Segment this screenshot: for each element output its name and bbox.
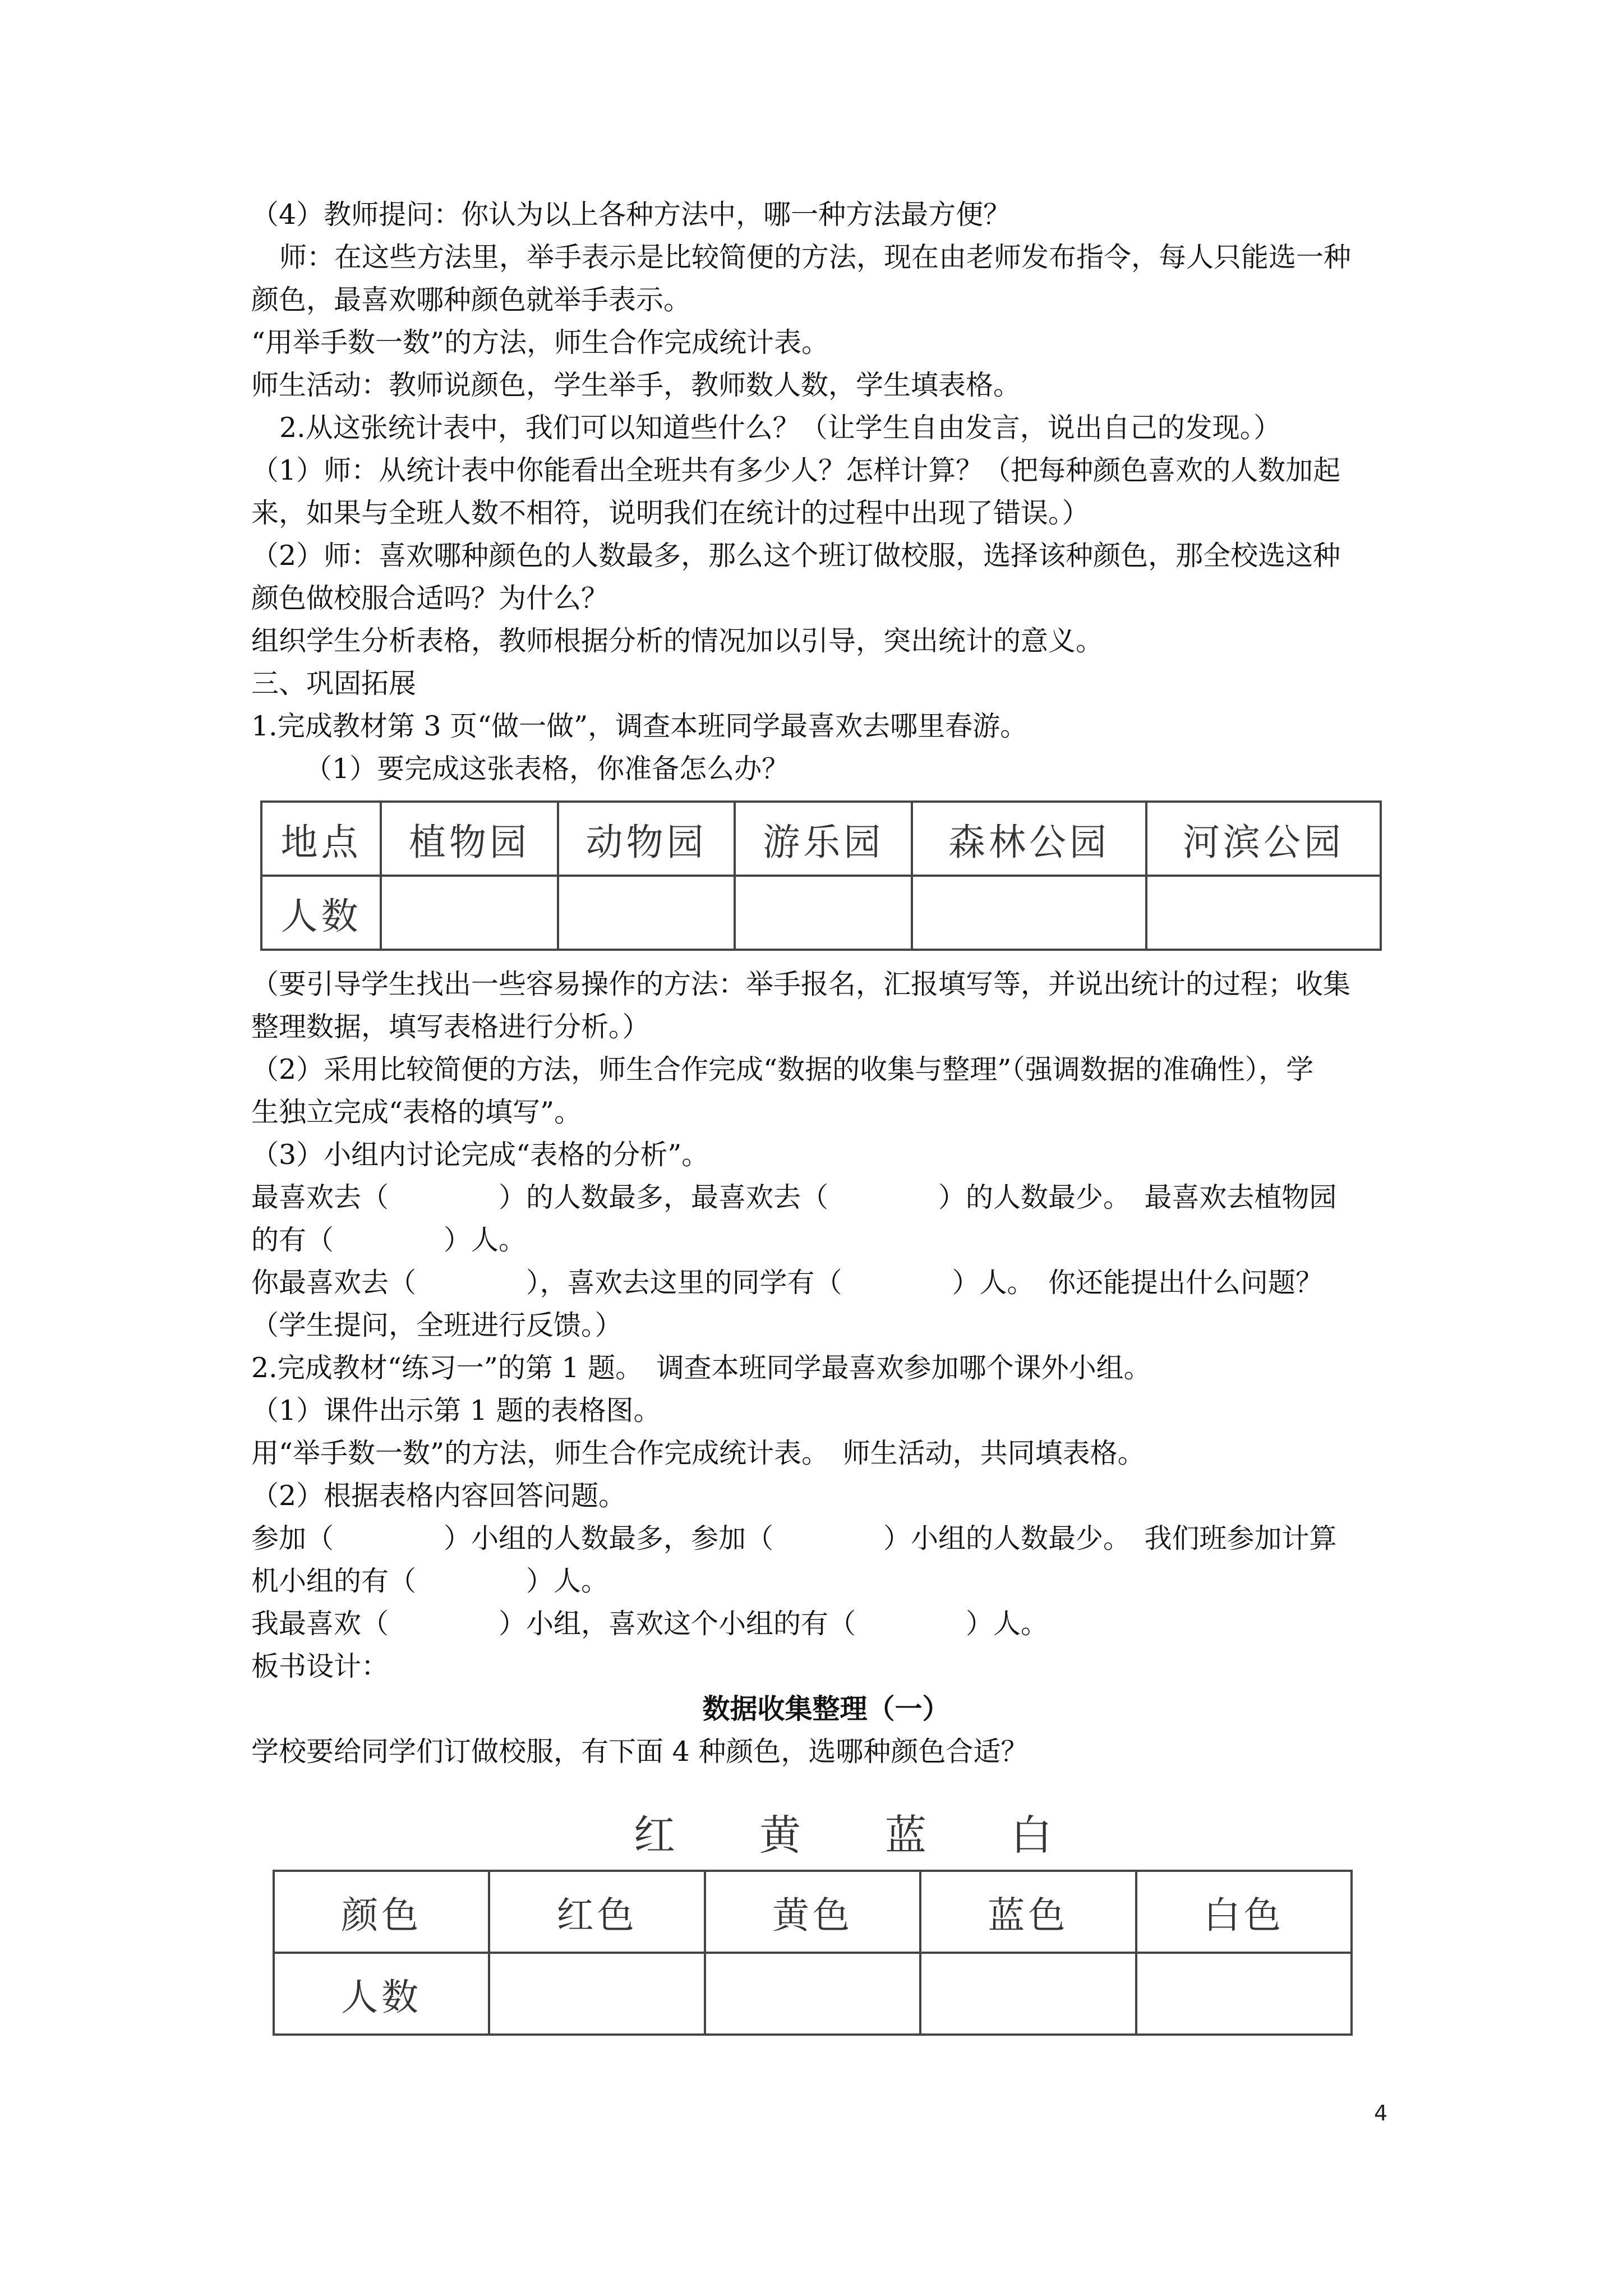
text-line: （学生提问，全班进行反馈。） — [251, 1309, 623, 1341]
table-cell — [735, 876, 912, 950]
table-header-cell: 游乐园 — [735, 802, 912, 876]
text-line: 参加（ ）小组的人数最多，参加（ ）小组的人数最少。 我们班参加计算 — [251, 1522, 1337, 1554]
table-cell — [381, 876, 558, 950]
table-cell — [558, 876, 735, 950]
text-line: （4）教师提问：你认为以上各种方法中，哪一种方法最方便？ — [251, 199, 1011, 231]
text-line: 最喜欢去（ ）的人数最多，最喜欢去（ ）的人数最少。 最喜欢去植物园 — [251, 1181, 1337, 1213]
table-header-cell: 红色 — [489, 1871, 704, 1953]
text-line: 组织学生分析表格，教师根据分析的情况加以引导，突出统计的意义。 — [251, 625, 1104, 657]
table-cell — [1146, 876, 1381, 950]
text-line: （2）根据表格内容回答问题。 — [251, 1480, 626, 1512]
text-line: 1.完成教材第 3 页“做一做”，调查本班同学最喜欢去哪里春游。 — [251, 710, 1028, 742]
text-line: 你最喜欢去（ ），喜欢去这里的同学有（ ）人。 你还能提出什么问题？ — [251, 1267, 1324, 1299]
table-header-cell: 植物园 — [381, 802, 558, 876]
text-line: 师：在这些方法里，举手表示是比较简便的方法，现在由老师发布指令，每人只能选一种 — [279, 241, 1352, 273]
text-line: （2）采用比较简便的方法，师生合作完成“数据的收集与整理”（强调数据的准确性），学 — [251, 1053, 1314, 1085]
spring-trip-table — [260, 800, 1382, 951]
table-cell — [912, 876, 1146, 950]
text-line: 2.完成教材“练习一”的第 1 题。 调查本班同学最喜欢参加哪个课外小组。 — [251, 1352, 1151, 1384]
table-header-cell: 动物园 — [558, 802, 735, 876]
color-word: 黄 — [759, 1811, 801, 1860]
color-word: 白 — [1011, 1811, 1052, 1860]
text-line: 来，如果与全班人数不相符，说明我们在统计的过程中出现了错误。） — [251, 497, 1090, 529]
text-line: （1）要完成这张表格，你准备怎么办？ — [305, 753, 790, 785]
table-cell — [1136, 1953, 1352, 2035]
uniform-color-table — [273, 1870, 1353, 2036]
text-line: 颜色，最喜欢哪种颜色就举手表示。 — [251, 284, 691, 316]
text-line: 三、巩固拓展 — [251, 668, 417, 700]
table-row — [261, 876, 1381, 950]
text-line: 的有（ ）人。 — [251, 1224, 527, 1256]
paragraph-block-middle — [251, 963, 1401, 1688]
document-body — [251, 194, 1401, 2036]
table-header-cell: 黄色 — [705, 1871, 920, 1953]
text-line: 颜色做校服合适吗？为什么？ — [251, 582, 609, 614]
text-line: 机小组的有（ ）人。 — [251, 1565, 609, 1597]
text-line: 生独立完成“表格的填写”。 — [251, 1096, 582, 1128]
table-header-cell: 白色 — [1136, 1871, 1352, 1953]
table-row-label: 人数 — [274, 1953, 489, 2035]
color-words-row — [285, 1802, 1401, 1862]
table-cell — [920, 1953, 1136, 2035]
table-cell — [489, 1953, 704, 2035]
text-line: （1）师：从统计表中你能看出全班共有多少人？怎样计算？（把每种颜色喜欢的人数加起 — [251, 454, 1341, 486]
table-header-cell: 地点 — [261, 802, 381, 876]
text-line: 师生活动：教师说颜色，学生举手，教师数人数，学生填表格。 — [251, 369, 1021, 401]
table-cell — [705, 1953, 920, 2035]
table-header-cell: 河滨公园 — [1146, 802, 1381, 876]
text-line: （要引导学生找出一些容易操作的方法：举手报名，汇报填写等，并说出统计的过程；收集 — [251, 968, 1351, 1000]
text-line: 整理数据，填写表格进行分析。） — [251, 1011, 650, 1043]
table-header-row — [274, 1871, 1352, 1953]
text-line: （1）课件出示第 1 题的表格图。 — [251, 1395, 661, 1427]
text-line: “用举手数一数”的方法，师生合作完成统计表。 — [251, 326, 829, 358]
page-number: 4 — [1374, 2101, 1388, 2125]
text-line: 用“举手数一数”的方法，师生合作完成统计表。 师生活动，共同填表格。 — [251, 1437, 1145, 1469]
board-title: 数据收集整理（一） — [702, 1693, 950, 1725]
table-row — [274, 1953, 1352, 2035]
text-line: 板书设计： — [251, 1650, 389, 1682]
text-line: （3）小组内讨论完成“表格的分析”。 — [251, 1139, 709, 1171]
table-header-cell: 颜色 — [274, 1871, 489, 1953]
text-line: （2）师：喜欢哪种颜色的人数最多，那么这个班订做校服，选择该种颜色，那全校选这种 — [251, 540, 1341, 572]
board-question: 学校要给同学们订做校服，有下面 4 种颜色，选哪种颜色合适？ — [251, 1736, 1029, 1768]
paragraph-block-top — [251, 194, 1401, 790]
table-header-cell: 森林公园 — [912, 802, 1146, 876]
table-row-label: 人数 — [261, 876, 381, 950]
table-header-cell: 蓝色 — [920, 1871, 1136, 1953]
table-header-row — [261, 802, 1381, 876]
color-word: 蓝 — [885, 1811, 926, 1860]
text-line: 2.从这张统计表中，我们可以知道些什么？（让学生自由发言，说出自己的发现。） — [279, 412, 1281, 444]
color-word: 红 — [634, 1811, 675, 1860]
text-line: 我最喜欢（ ）小组，喜欢这个小组的有（ ）人。 — [251, 1608, 1049, 1640]
